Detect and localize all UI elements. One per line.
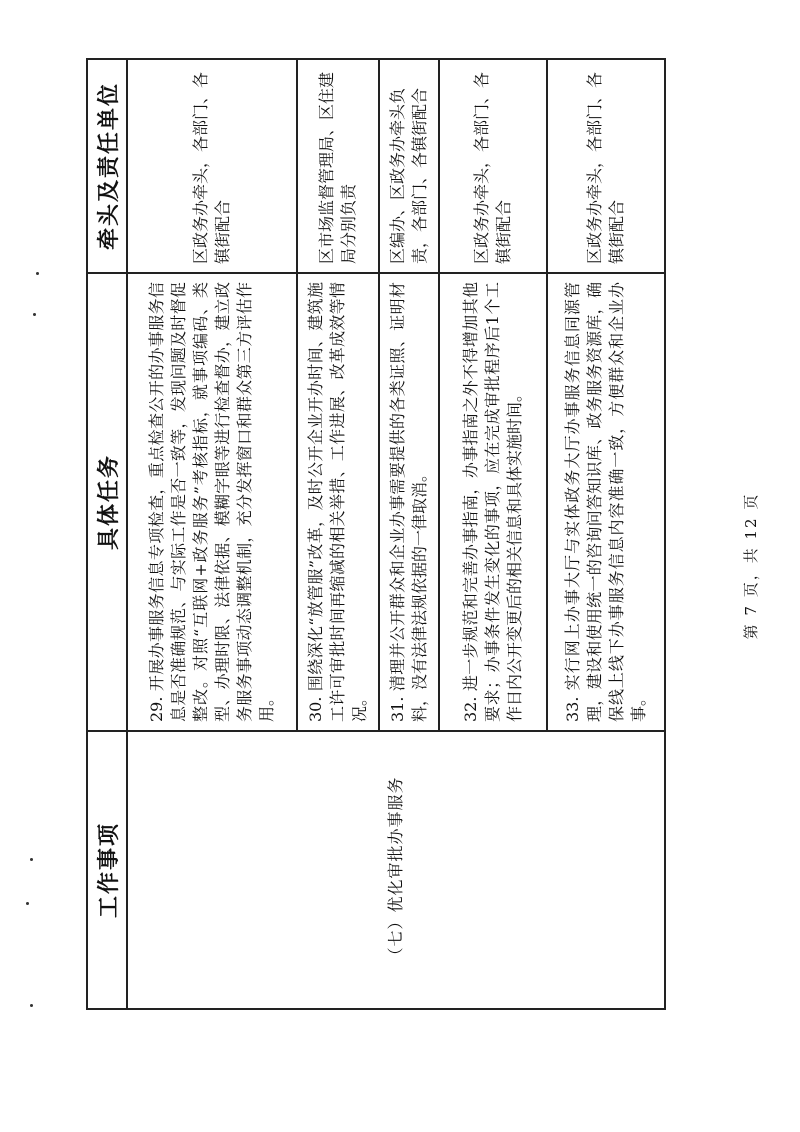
- group-label: （七）优化审批办事服务: [127, 731, 665, 1009]
- lead-cell: 区编办、区政务办牵头负责，各部门、各镇街配合: [379, 59, 439, 273]
- lead-cell: 区市场监督管理局、区住建局分别负责: [297, 59, 379, 273]
- scan-speck: [36, 272, 39, 275]
- scan-speck: [30, 1004, 33, 1007]
- header-work-item: 工作事项: [87, 731, 127, 1009]
- scan-speck: [30, 858, 33, 861]
- task-cell: 31. 清理并公开群众和企业办事需要提供的各类证照、证明材料，没有法律法规依据的一律取消。: [379, 273, 439, 731]
- task-cell: 30. 围绕深化“放管服”改革，及时公开企业开办时间、建筑施工许可审批时间再缩减的相关举措、工作进展、改革成效等情况。: [297, 273, 379, 731]
- scan-speck: [26, 902, 29, 905]
- task-cell: 33. 实行网上办事大厅与实体政务大厅办事服务信息同源管理，建设和使用统一的咨询问答知识库、政务服务资源库，确保线上线下办事服务信息内容准确一致，方便群众和企业办事。: [547, 273, 665, 731]
- task-cell: 32. 进一步规范和完善办事指南，办事指南之外不得增加其他要求；办事条件发生变化的事项，应在完成审批程序后1个工作日内公开变更后的相关信息和具体实施时间。: [439, 273, 547, 731]
- task-table: [86, 58, 666, 1010]
- header-specific-task: 具体任务: [87, 273, 127, 731]
- table-header-row: [87, 59, 127, 1009]
- table-row: [127, 59, 297, 1009]
- header-lead-unit: 牵头及责任单位: [87, 59, 127, 273]
- lead-cell: 区政务办牵头，各部门、各镇街配合: [439, 59, 547, 273]
- lead-cell: 区政务办牵头，各部门、各镇街配合: [547, 59, 665, 273]
- scan-speck: [33, 313, 36, 316]
- task-cell: 29. 开展办事服务信息专项检查，重点检查公开的办事服务信息是否准确规范、与实际工作是否一致等，发现问题及时督促整改。对照“互联网+政务服务”考核指标，就事项编码、类型、办理时限、法律依据、模糊字眼等进行检查督办，建立政务服务事项动态调整机制，充分发挥窗口和群众第三方评估作用。: [127, 273, 297, 731]
- lead-cell: 区政务办牵头，各部门、各镇街配合: [127, 59, 297, 273]
- page-number: 第 7 页，共 12 页: [742, 492, 760, 640]
